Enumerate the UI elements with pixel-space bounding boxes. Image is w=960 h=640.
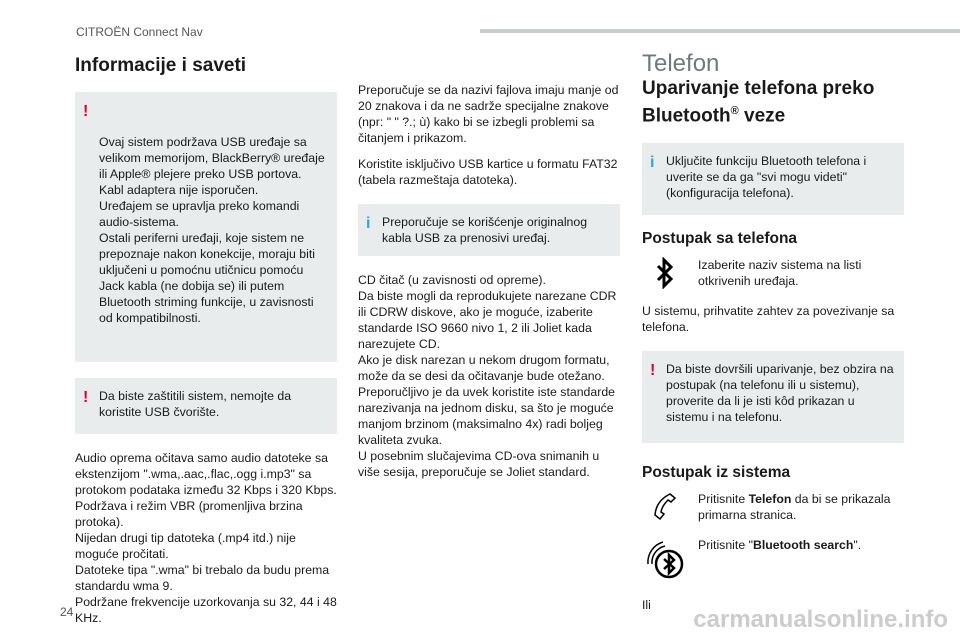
registered-mark: ® bbox=[730, 105, 739, 117]
column-2 bbox=[358, 82, 620, 490]
paragraph: Audio oprema očitava samo audio datoteke sa ekstenzijom ".wma,.aac,.flac,.ogg i.mp3" sa protokom podataka između 32 Kbps i 320 Kbps. Podržava i režim VBR (promenljiva brzina protoka). Nijedan drugi tip datoteka (.mp4 itd.) nije moguće pročitati. Datoteke tipa ".wma" bi trebalo da budu prema standardu wma 9. Podržane frekvencije uzorkovanja su 32, 44 i 48 KHz. bbox=[75, 451, 337, 625]
paragraph: Ili bbox=[642, 598, 651, 613]
warning-text: Da biste zaštitili sistem, nemojte da koristite USB čvorište. bbox=[99, 389, 292, 419]
warning-icon: ! bbox=[83, 389, 89, 406]
subheading: Postupak iz sistema bbox=[642, 464, 791, 482]
paragraph: U sistemu, prihvatite zahtev za povezivanje sa telefona. bbox=[642, 304, 895, 335]
info-text: Preporučuje se korišćenje originalnog kabla USB za prenosivi uređaj. bbox=[382, 215, 588, 245]
bold-text: Telefon bbox=[748, 492, 792, 507]
paragraph: CD čitač (u zavisnosti od opreme). Da biste mogli da reprodukujete narezane CDR ili CDRW diskove, ako je moguće, izaberite standarde ISO 9660 nivo 1, 2 ili Joliet kada narezujete CD. Ako je disk narezan u nekom drugom formatu, može da se desi da očitavanje bude otežano. Preporučljivo je da uvek koristite iste standarde narezivanja na jednom disku, sa što je moguće manjom brzinom (maksimalno 4x) radi boljeg kvaliteta zvuka. U posebnim slučajevima CD-ova snimanih u više sesija, preporučuje se Joliet standard. bbox=[358, 273, 617, 479]
title-text: Uparivanje telefona preko Bluetooth bbox=[642, 78, 875, 127]
subheading: Postupak sa telefona bbox=[642, 230, 798, 248]
header-title: CITROËN Connect Nav bbox=[76, 25, 203, 39]
bluetooth-icon bbox=[642, 257, 688, 289]
text: Pritisnite bbox=[698, 492, 749, 507]
warning-box bbox=[642, 351, 904, 443]
info-box bbox=[358, 204, 620, 256]
warning-text: Da biste dovršili uparivanje, bez obzira na postupak (na telefonu ili u sistemu), proverite da li je isti kôd prikazan u sistemu i na telefonu. bbox=[666, 362, 894, 425]
info-box bbox=[642, 143, 904, 215]
bold-text: Bluetooth search bbox=[752, 538, 854, 553]
watermark: carmanualsonline.info bbox=[693, 606, 948, 633]
info-icon: i bbox=[366, 215, 371, 232]
text: ". bbox=[853, 538, 862, 553]
section-title: Informacije i saveti bbox=[75, 55, 247, 76]
step bbox=[642, 491, 904, 523]
bluetooth-search-icon bbox=[642, 537, 688, 581]
warning-box bbox=[75, 92, 337, 362]
warning-box bbox=[75, 378, 337, 434]
text: Pritisnite " bbox=[698, 538, 753, 553]
chapter-title: Telefon bbox=[642, 50, 720, 77]
step-text: Izaberite naziv sistema na listi otkrivenih uređaja. bbox=[698, 258, 862, 289]
warning-icon: ! bbox=[650, 362, 656, 380]
info-icon: i bbox=[650, 154, 655, 172]
paragraph: Preporučuje se da nazivi fajlova imaju manje od 20 znakova i da ne sadrže specijalne znakove (npr: " " ?.; ù) kako bi se izbegli problemi sa čitanjem i prikazom. bbox=[358, 83, 619, 145]
step bbox=[642, 537, 904, 581]
column-1 bbox=[75, 55, 337, 636]
warning-icon: ! bbox=[83, 103, 89, 120]
text: da bi se prikazala primarna stranica. bbox=[698, 492, 891, 523]
phone-icon bbox=[642, 491, 688, 523]
step-text bbox=[698, 491, 904, 523]
paragraph: Koristite isključivo USB kartice u formatu FAT32 (tabela razmeštaja datoteka). bbox=[358, 157, 618, 187]
section-title bbox=[642, 78, 904, 127]
column-3 bbox=[642, 50, 904, 623]
info-text: Uključite funkciju Bluetooth telefona i uverite se da ga "svi mogu videti" (konfiguracija telefona). bbox=[666, 154, 867, 201]
warning-text: Ovaj sistem podržava USB uređaje sa velikom memorijom, BlackBerry® uređaje ili Apple® plejere preko USB portova. Kabl adaptera nije isporučen. Uređajem se upravlja preko komandi audio-sistema. Ostali periferni uređaji, koje sistem ne prepoznaje nakon konekcije, moraju biti uključeni u pomoćnu utičnicu pomoću Jack kabla (ne dobija se) ili putem Bluetooth striming funkcije, u zavisnosti od kompatibilnosti. bbox=[99, 135, 325, 325]
page-number: 24 bbox=[60, 605, 74, 619]
step bbox=[642, 257, 904, 289]
header-bar bbox=[480, 29, 960, 33]
title-text: veze bbox=[738, 105, 786, 127]
step-text bbox=[698, 537, 861, 581]
